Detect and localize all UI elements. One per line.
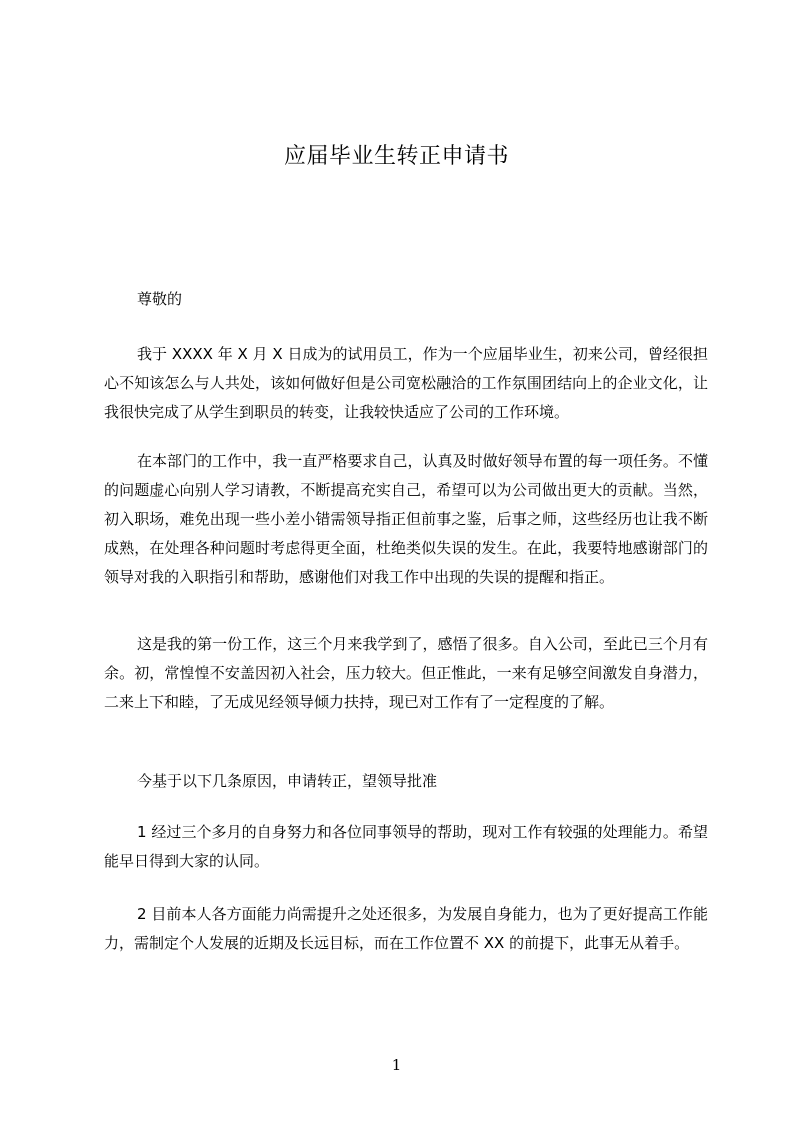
paragraph-request: 今基于以下几条原因，申请转正，望领导批准: [137, 772, 438, 790]
paragraph-reason-1: 1 经过三个多月的自身努力和各位同事领导的帮助，现对工作有较强的处理能力。希望能早日得到大家的认同。: [104, 823, 708, 870]
paragraph-intro: 我于 XXXX 年 X 月 X 日成为的试用员工，作为一个应届毕业生，初来公司，曾经很担心不知该怎么与人共处，该如何做好但是公司宽松融洽的工作氛围团结向上的企业文化，让我很快完成了从学生到职员的转变，让我较快适应了公司的工作环境。: [104, 345, 708, 421]
paragraph-work: 在本部门的工作中，我一直严格要求自己，认真及时做好领导布置的每一项任务。不懂的问题虚心向别人学习请教，不断提高充实自己，希望可以为公司做出更大的贡献。当然，初入职场，难免出现一些小差小错需领导指正但前事之鉴，后事之师，这些经历也让我不断成熟，在处理各种问题时考虑得更全面，杜绝类似失误的发生。在此，我要特地感谢部门的领导对我的入职指引和帮助，感谢他们对我工作中出现的失误的提醒和指正。: [104, 452, 708, 586]
paragraph-reason-2: 2 目前本人各方面能力尚需提升之处还很多，为发展自身能力，也为了更好提高工作能力，需制定个人发展的近期及长远目标，而在工作位置不 XX 的前提下，此事无从着手。: [104, 905, 708, 952]
page-number: 1: [391, 1056, 402, 1074]
salutation: 尊敬的: [137, 290, 183, 308]
document-title: 应届毕业生转正申请书: [283, 144, 509, 169]
paragraph-experience: 这是我的第一份工作，这三个月来我学到了，感悟了很多。自入公司，至此已三个月有余。初，常惶惶不安盖因初入社会，压力较大。但正惟此，一来有足够空间激发自身潜力，二来上下和睦，了无成见经领导倾力扶持，现已对工作有了一定程度的了解。: [104, 635, 708, 711]
